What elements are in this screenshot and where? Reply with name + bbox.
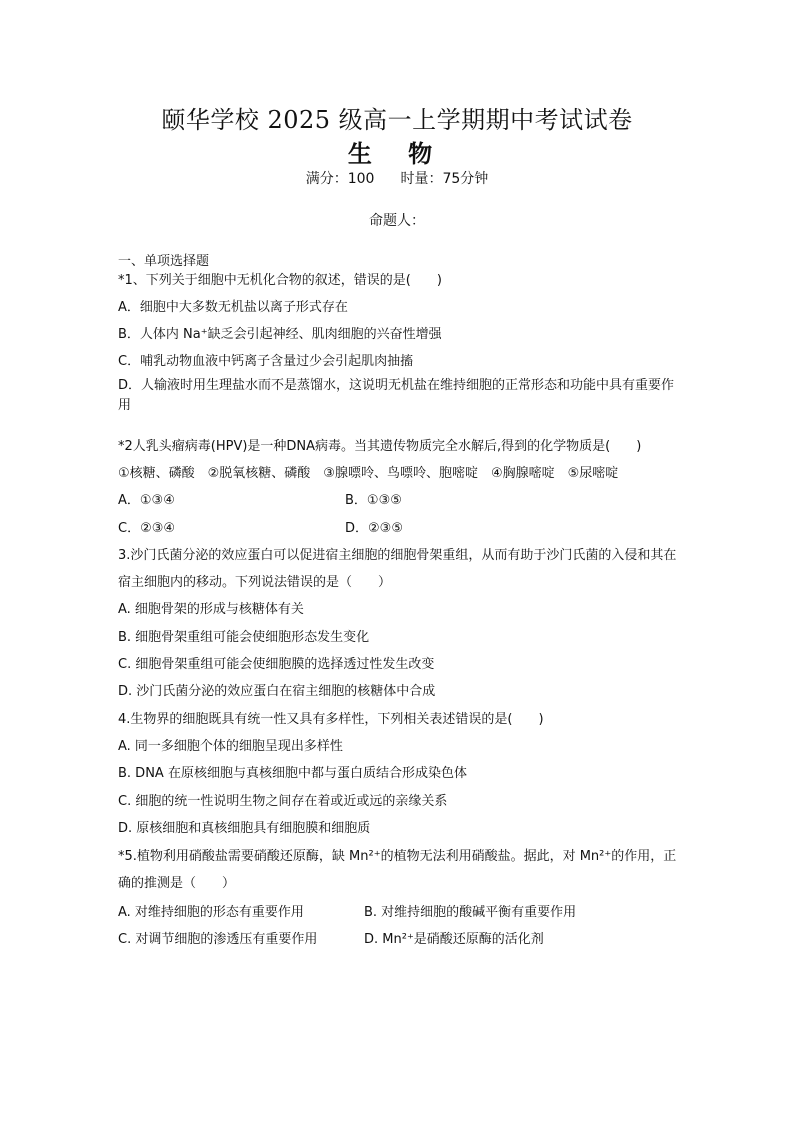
question-1-stem: *1、下列关于细胞中无机化合物的叙述，错误的是( ) bbox=[118, 273, 442, 288]
q2-items: ①核糖、磷酸 ②脱氧核糖、磷酸 ③腺嘌呤、鸟嘌呤、胞嘧啶 ④胸腺嘧啶 ⑤尿嘧啶 bbox=[118, 466, 619, 481]
subject-heading bbox=[0, 134, 794, 169]
q5-option-d: D. Mn²⁺是硝酸还原酶的活化剂 bbox=[364, 932, 544, 947]
full-score: 满分：100 bbox=[305, 171, 375, 187]
question-5-stem: *5.植物利用硝酸盐需要硝酸还原酶，缺 Mn²⁺的植物无法利用硝酸盐。据此，对 Mn²⁺的作用，正确的推测是（ ） bbox=[118, 849, 677, 891]
question-2-stem: *2人乳头瘤病毒(HPV)是一种DNA病毒。当其遗传物质完全水解后,得到的化学物质是( ) bbox=[118, 439, 642, 454]
q3-option-b: B. 细胞骨架重组可能会使细胞形态发生变化 bbox=[118, 630, 370, 645]
duration: 时量：75分钟 bbox=[400, 171, 489, 187]
question-4-stem: 4.生物界的细胞既具有统一性又具有多样性，下列相关表述错误的是( ) bbox=[118, 712, 544, 727]
subject-text: 生 物 bbox=[347, 139, 447, 168]
q4-option-a: A. 同一多细胞个体的细胞呈现出多样性 bbox=[118, 739, 343, 754]
q5-option-a: A. 对维持细胞的形态有重要作用 bbox=[118, 905, 304, 920]
q1-option-c: C．哺乳动物血液中钙离子含量过少会引起肌肉抽搐 bbox=[118, 354, 414, 369]
q5-option-c: C. 对调节细胞的渗透压有重要作用 bbox=[118, 932, 318, 947]
q5-option-b: B. 对维持细胞的酸碱平衡有重要作用 bbox=[364, 905, 577, 920]
q3-option-a: A. 细胞骨架的形成与核糖体有关 bbox=[118, 602, 304, 617]
q2-option-c: C．②③④ bbox=[118, 521, 176, 536]
q3-option-d: D. 沙门氏菌分泌的效应蛋白在宿主细胞的核糖体中合成 bbox=[118, 684, 436, 699]
q4-option-d: D. 原核细胞和真核细胞具有细胞膜和细胞质 bbox=[118, 821, 371, 836]
q2-option-b: B．①③⑤ bbox=[345, 493, 402, 508]
question-3-stem: 3.沙门氏菌分泌的效应蛋白可以促进宿主细胞的细胞骨架重组，从而有助于沙门氏菌的入侵和其在宿主细胞内的移动。下列说法错误的是（ ） bbox=[118, 548, 677, 590]
section-heading: 一、单项选择题 bbox=[118, 254, 210, 269]
q1-option-a: A．细胞中大多数无机盐以离子形式存在 bbox=[118, 300, 348, 315]
exam-meta bbox=[0, 168, 794, 188]
q3-option-c: C. 细胞骨架重组可能会使细胞膜的选择透过性发生改变 bbox=[118, 657, 435, 672]
exam-title: 颐华学校 2025 级高一上学期期中考试试卷 bbox=[161, 106, 633, 134]
q4-option-b: B. DNA 在原核细胞与真核细胞中都与蛋白质结合形成染色体 bbox=[118, 766, 467, 781]
q4-option-c: C. 细胞的统一性说明生物之间存在着或近或远的亲缘关系 bbox=[118, 794, 448, 809]
q2-option-a: A．①③④ bbox=[118, 493, 175, 508]
author-line: 命题人： bbox=[369, 213, 425, 229]
q1-option-d: D．人输液时用生理盐水而不是蒸馏水，这说明无机盐在维持细胞的正常形态和功能中具有重要作用 bbox=[118, 378, 675, 413]
q1-option-b: B．人体内 Na⁺缺乏会引起神经、肌肉细胞的兴奋性增强 bbox=[118, 327, 442, 342]
q2-option-d: D．②③⑤ bbox=[345, 521, 403, 536]
